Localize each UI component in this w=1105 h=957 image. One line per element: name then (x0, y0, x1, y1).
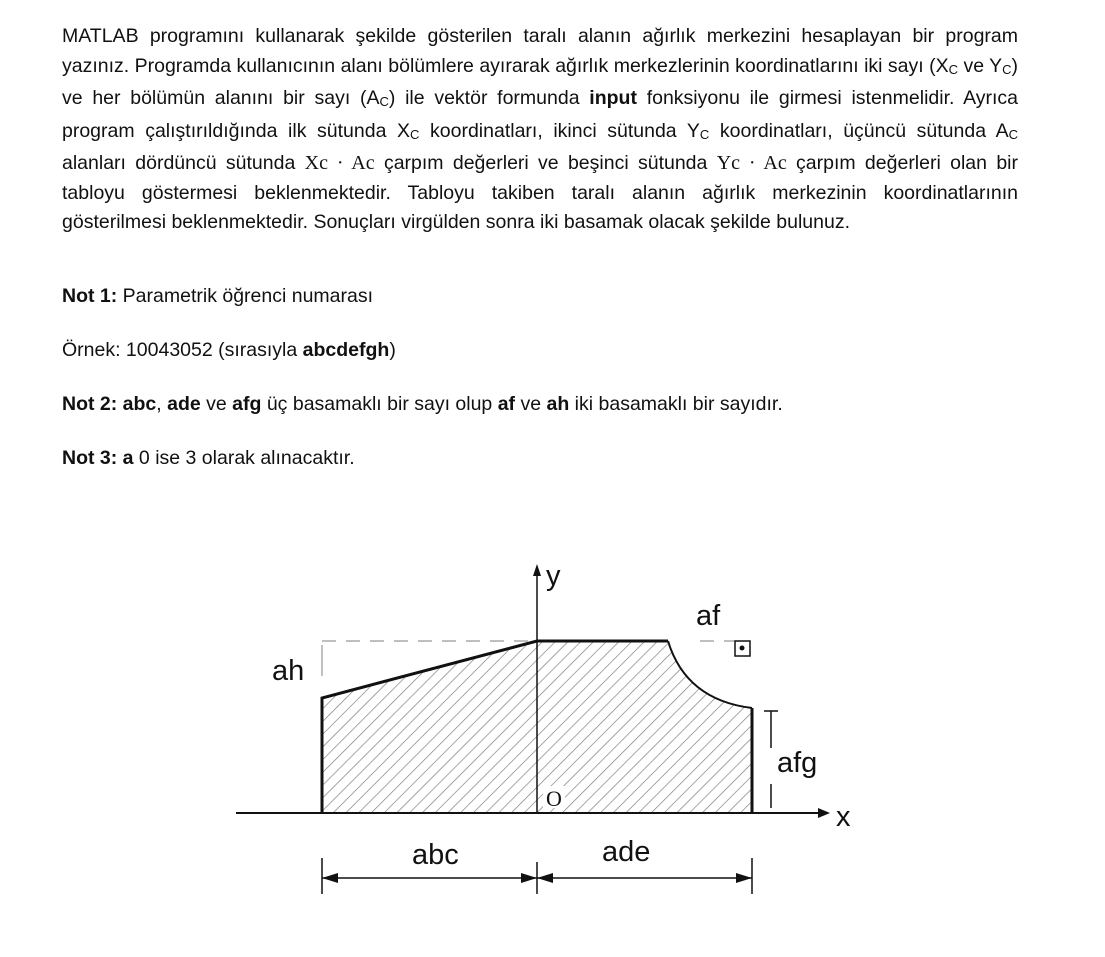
abc-label: abc (412, 839, 459, 871)
y-axis-arrow (533, 564, 541, 576)
af-label: af (696, 600, 721, 632)
note-3: Not 3: a 0 ise 3 olarak alınacaktır. (62, 447, 355, 469)
dim-arrow-right-start (537, 873, 553, 883)
x-axis-label: x (836, 801, 851, 833)
problem-paragraph: MATLAB programını kullanarak şekilde gösterilen taralı alanın ağırlık merkezini hesaplayan bir program yazınız. Programda kullanıcının alanı bölümlere ayırarak ağırlık merkezlerinin koordinatlarını iki sayı ($X_C$ ve $Y_C$) ve her bölümün alanını bir sayı $(A_C)$ ile vektör formunda input fonksiyonu ile girmesi istenmelidir. Ayrıca program çalıştırıldığında ilk sütunda $X_C$ koordinatları, ikinci sütunda $Y_C$ koordinatları, üçüncü sütunda $A_C$ alanları dördüncü sütunda Xc · Ac çarpım değerleri ve beşinci sütunda Yc · Ac çarpım değerleri olan bir tabloyu göstermesi beklenmektedir. Tabloyu takiben taralı alanın ağırlık merkezinin koordinatlarının gösterilmesi beklenmektedir. Sonuçları virgülden sonra iki basamak olacak şekilde bulunuz. (62, 25, 1019, 233)
x-axis-arrow (818, 808, 830, 818)
dim-arrow-right-end (736, 873, 752, 883)
ade-label: ade (602, 836, 651, 868)
note-2: Not 2: abc, ade ve afg üç basamaklı bir sayı olup af ve ah iki basamaklı bir sayıdır. (62, 393, 783, 415)
afg-label: afg (777, 747, 818, 779)
dim-arrow-left-start (322, 873, 338, 883)
example-line: Örnek: 10043052 (sırasıyla abcdefgh) (62, 339, 396, 361)
origin-label: O (546, 786, 562, 811)
dim-arrow-left-end (521, 873, 537, 883)
af-marker-dot (740, 646, 745, 651)
input-keyword: input (589, 87, 637, 109)
xc-ac-formula: Xc · Ac (304, 152, 375, 174)
yc-ac-formula: Yc · Ac (716, 152, 787, 174)
ah-label: ah (272, 655, 305, 687)
note-1: Not 1: Parametrik öğrenci numarası (62, 285, 374, 307)
y-axis-label: y (546, 560, 561, 592)
